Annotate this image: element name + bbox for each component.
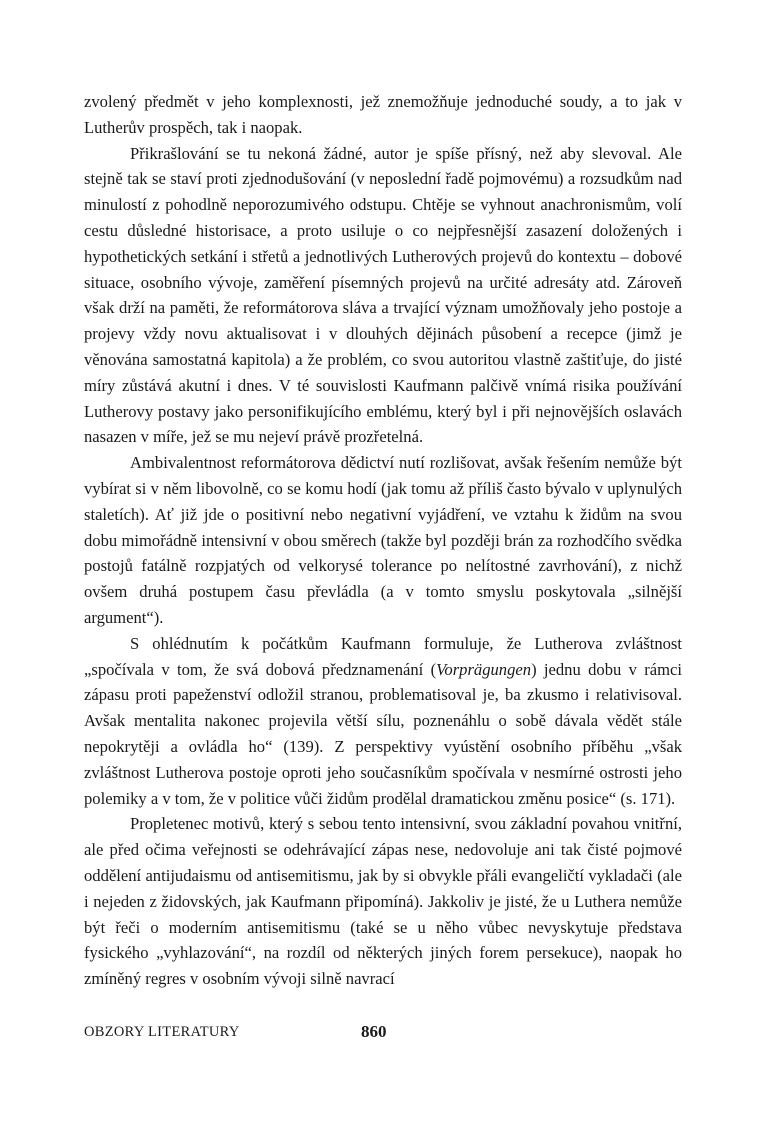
paragraph-4 <box>84 631 682 812</box>
paragraph-4-italic-term: Vorprägungen <box>436 659 532 679</box>
journal-title: OBZORY LITERATURY <box>84 1024 240 1040</box>
paragraph-2-text: Přikrašlování se tu nekoná žádné, autor je spíše přísný, než aby slevoval. Ale stejně tak se staví proti zjednodušování (v neposlední řadě pojmovému) a rozsudkům nad minulostí z pohodlně neporozumivého odstupu. Chtěje se vyhnout anachronismům, volí cestu důsledné historisace, a proto usiluje o co nejpřesnější zasazení doložených i hypothetických setkání i střetů a jednotlivých Lutherových projevů do kontextu – dobové situace, osobního vývoje, zaměření písemných projevů na určité adresáty atd. Zároveň však drží na paměti, že reformátorova sláva a trvající význam umožňovaly jeho postoje a projevy vždy novu aktualisovat i v dlouhých dějinách působení a recepce (jimž je věnována samostatná kapitola) a že problém, co svou autoritou vlastně zaštiťuje, do jisté míry zůstává akutní i dnes. V té souvislosti Kaufmann palčivě vnímá risika používání Lutherovy postavy jako personifikujícího emblému, který byl i při nejnovějších oslavách nasazen v míře, jež se mu nejeví právě prozřetelná. <box>84 143 682 447</box>
paragraph-5 <box>84 811 682 992</box>
paragraph-1-text: zvolený předmět v jeho komplexnosti, jež znemožňuje jednoduché soudy, a to jak v Lutherův prospěch, tak i naopak. <box>84 92 682 137</box>
paragraph-3 <box>84 450 682 631</box>
paragraph-3-text: Ambivalentnost reformátorova dědictví nutí rozlišovat, avšak řešením nemůže být vybírat si v něm libovolně, co se komu hodí (jak tomu až příliš často bývalo v uplynulých staletích). Ať již jde o positivní nebo negativní vyjádření, ve vztahu k židům na svou dobu mimořádně intensivní v obou směrech (takže byl později brán za rozhodčího svědka postojů fatálně rozpjatých od velkorysé tolerance po nelítostné zavrhování), z nichž ovšem druhá postupem času převládla (a v tomto smyslu poskytovala „silnější argument“). <box>84 453 682 627</box>
paragraph-1 <box>84 89 682 141</box>
paragraph-4-text-b: ) jednu dobu v rámci zápasu proti papeženství odložil stranou, problematisoval je, ba zkusmo i relativisoval. Avšak mentalita nakonec projevila větší sílu, poznenáhlu o sobě dávala vědět stále nepokrytěji a ovládla ho“ (139). Z perspektivy vyústění osobního příběhu „však zvláštnost Lutherova postoje oproti jeho současníkům spočívala v nesmírné ostrosti jeho polemiky a v tom, že v politice vůči židům prodělal dramatickou změnu posice“ (s. 171). <box>84 659 682 808</box>
paragraph-2 <box>84 141 682 451</box>
paragraph-5-text: Propletenec motivů, který s sebou tento intensivní, svou základní povahou vnitřní, ale před očima veřejnosti se odehrávající zápas nese, nedovoluje ani tak čisté pojmové oddělení antijudaismu od antisemitismu, jak by si obvykle přáli evangeličtí vykladači (ale i nejeden z židovských, jak Kaufmann připomíná). Jakkoliv je jisté, že u Luthera nemůže být řeči o moderním antisemitismu (také se u něho vůbec nevyskytuje představa fysického „vyhlazování“, na rozdíl od některých jiných forem persekuce), naopak ho zmíněný regres v osobním vývoji silně navrací <box>84 814 682 989</box>
page-number: 860 <box>361 1022 387 1041</box>
paragraph-4-text-a: S ohlédnutím k počátkům Kaufmann formuluje, že Lutherova zvláštnost „spočívala v tom, že svá dobová předznamenání ( <box>84 633 682 679</box>
page-body <box>84 89 682 992</box>
